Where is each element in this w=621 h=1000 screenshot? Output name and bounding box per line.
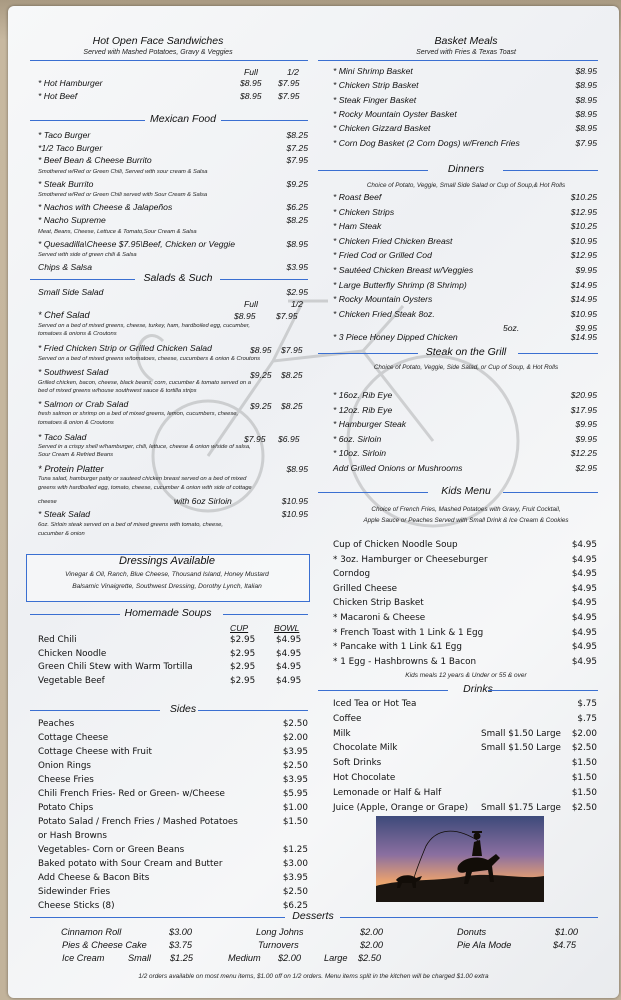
dessert-item: Donuts [457,927,487,937]
divider [223,614,308,615]
salad-note: bed of mixed greens w/house southwest sauce & tortilla strips [38,388,197,394]
item-price-full: $8.95 [240,78,262,88]
grill-item: * 10oz. Sirloin [333,448,387,459]
item-price: $7.25 [286,142,308,153]
kids-item: * 3oz. Hamburger or Cheeseburger [333,554,488,565]
salad-price: $9.25 [250,370,272,380]
side-item: Cheese Sticks (8) [38,901,115,911]
dessert-size: Large [324,953,348,963]
item-note: Served with side of green chili & Salsa [38,252,137,259]
kids-item-price: $4.95 [571,598,597,609]
side-item: Cottage Cheese with Fruit [38,747,152,757]
dessert-price: $2.50 [358,953,381,963]
salad-price: $10.95 [281,509,308,519]
dinner-item-price: $14.95 [570,279,597,290]
dinner-item: * Chicken Fried Chicken Breast [333,235,453,246]
menu-item: * Taco Burger [38,130,91,140]
side-price: $3.95 [282,873,308,883]
divider [488,690,598,691]
col-half: 1/2 [291,299,303,309]
basket-item-price: $8.95 [575,123,597,134]
grill-item-price: $20.95 [570,390,597,400]
salad-price: $10.95 [281,496,308,506]
side-item: or Hash Browns [38,831,107,841]
divider [318,353,418,354]
side-price: $3.95 [282,775,308,785]
menu-item: * Nacho Supreme [38,215,106,225]
side-item: Peaches [38,719,75,729]
divider [198,710,308,711]
basket-item: * Corn Dog Basket (2 Corn Dogs) w/French Fries [333,137,520,148]
dressings-title: Dressings Available [119,555,215,567]
kids-item-price: $4.95 [571,656,597,667]
menu-item: * Nachos with Cheese & Jalapeños [38,202,173,213]
menu-item: * Quesadilla\Cheese $7.95\Beef, Chicken or Veggie [38,238,235,249]
kids-age-note: Kids meals 12 years & Under or 55 & over [405,672,527,679]
dessert-item: Cinnamon Roll [61,927,122,937]
dessert-item: Pies & Cheese Cake [62,940,147,950]
grill-subtitle: Choice of Potato, Veggie, Side Salad, or Cup of Soup, & Hot Rolls [373,364,559,371]
kids-item-price: $4.95 [571,627,597,638]
kids-item: * French Toast with 1 Link & 1 Egg [333,627,484,638]
dinner-item-price: $9.95 [575,265,597,275]
salad-item: * Chef Salad [38,310,90,320]
kids-item-price: $4.95 [571,583,597,594]
kids-subtitle: Choice of French Fries, Mashed Potatoes with Gravy, Fruit Cocktail, [371,506,561,513]
dinner-item-price: $10.25 [570,221,597,232]
drink-price: $2.50 [571,802,597,813]
item-price: $6.25 [286,202,308,213]
salad-note: Grilled chicken, bacon, cheese, black beans, corn, cucumber & tomato served on a [38,380,251,386]
dinners-subtitle: Choice of Potato, Veggie, Small Side Salad or Cup of Soup,& Hot Rolls [366,182,566,189]
drink-price: $.75 [577,713,597,724]
soup-cup-price: $2.95 [230,635,256,645]
grill-item-price: $9.95 [575,433,597,444]
hot-open-title: Hot Open Face Sandwiches [92,35,224,47]
grill-item: * 12oz. Rib Eye [333,404,393,415]
soup-item: Red Chili [38,635,77,645]
soups-title: Homemade Soups [124,607,212,619]
grill-item-price: $2.95 [575,463,597,473]
item-price: $7.95 [286,155,308,166]
salad-item: with 6oz Sirloin [174,496,232,506]
dinner-item: * Chicken Fried Steak 8oz. [333,308,435,319]
basket-item: * Rocky Mountain Oyster Basket [333,108,457,119]
side-price: $6.25 [282,901,308,911]
dessert-price: $1.25 [170,953,193,963]
soup-item: Chicken Noodle [38,648,107,659]
soup-bowl-price: $4.95 [276,635,302,645]
dinner-item-price: $10.95 [570,235,597,246]
dinner-item-price: $14.95 [570,294,597,305]
col-full: Full [244,67,258,77]
drink-price: $2.50 [571,743,597,754]
divider [221,120,308,121]
side-price: $2.50 [282,719,308,729]
kids-item: * Macaroni & Cheese [333,613,426,623]
salad-note: greens with hardboiled egg, tomato, cheese, cucumber & onion with side of cottage [38,485,252,491]
menu-item: * Steak Burrito [38,178,94,189]
hot-open-subtitle: Served with Mashed Potatoes, Gravy & Veggies [83,49,233,56]
salad-item: * Steak Salad [38,509,91,519]
divider [220,279,308,280]
drink-item: Juice (Apple, Orange or Grape) [333,802,469,813]
salad-price: $8.95 [234,311,256,321]
soup-bowl-price: $4.95 [276,648,302,659]
side-item: Cottage Cheese [38,733,109,743]
drink-item: Soft Drinks [333,758,382,769]
item-note: Smothered w/Red or Green Chili, Served with sour cream & Salsa [38,168,208,175]
salad-note: tomatoes & onion & Croutons [38,420,114,426]
salad-item: * Salmon or Crab Salad [38,399,129,409]
grill-item-price: $9.95 [575,419,597,430]
divider [340,917,598,918]
salad-note: Served on a bed of mixed greens w/tomatoes, cheese, cucumbers & onion & Croutons [38,356,261,362]
salad-item: * Protein Platter [38,463,104,474]
dinner-item-price: $14.95 [570,332,597,342]
basket-item: * Chicken Gizzard Basket [333,123,431,134]
item-price: $8.25 [286,130,308,140]
kids-item-price: $4.95 [571,554,597,565]
salad-price: $7.95 [276,311,298,321]
dessert-price: $2.00 [360,927,383,937]
dessert-item: Turnovers [258,940,299,950]
kids-item: * Pancake with 1 Link &1 Egg [333,642,462,653]
col-half: 1/2 [287,67,299,77]
salad-item: * Southwest Salad [38,367,109,377]
salads-title: Salads & Such [143,272,213,284]
item-price-full: $8.95 [240,91,262,101]
divider [318,690,448,691]
drink-price: $1.50 [571,787,597,798]
side-item: Potato Chips [38,803,94,813]
cowboy-roping-illustration [376,816,544,902]
divider [503,170,598,171]
salad-price: $8.25 [281,370,303,380]
item-price-half: $7.95 [278,78,300,88]
dinner-item: * Rocky Mountain Oysters [333,294,433,305]
drink-item: Milk [333,728,351,739]
salad-price: $7.95 [281,345,303,355]
side-item: Add Cheese & Bacon Bits [38,873,150,883]
side-item: Vegetables- Corn or Green Beans [38,845,185,855]
drink-size-price: Small $1.75 Large [481,802,561,813]
dinner-item-price: $10.95 [570,308,597,319]
footer-note: 1/2 orders available on most menu items, $1.00 off on 1/2 orders. Menu items split in the kitchen will be charged $1.00 extra [138,973,489,980]
side-price: $3.95 [282,747,308,757]
basket-item: * Mini Shrimp Basket [333,66,413,76]
dessert-item: Long Johns [256,927,304,937]
side-price: $1.25 [282,845,308,855]
drink-price: $1.50 [571,773,597,783]
item-price: $8.25 [286,215,308,225]
menu-item: * Hot Hamburger [38,78,103,88]
menu-item: *1/2 Taco Burger [38,142,103,153]
side-item: Onion Rings [38,761,91,771]
kids-item: * 1 Egg - Hashbrowns & 1 Bacon [333,656,477,667]
soup-item: Vegetable Beef [38,675,105,686]
divider [30,60,308,61]
basket-item-price: $8.95 [575,94,597,105]
dinner-item: 5oz. [503,323,520,334]
side-price: $2.50 [282,761,308,771]
drink-item: Iced Tea or Hot Tea [333,699,417,709]
dressings-line: Vinegar & Oil, Ranch, Blue Cheese, Thousand Island, Honey Mustard [65,571,269,578]
drink-size-price: Small $1.50 Large [481,743,561,754]
kids-item: Cup of Chicken Noodle Soup [333,540,458,550]
item-note: Smothered w/Red or Green Chili served with Sour Cream & Salsa [38,192,208,199]
side-price: $2.00 [282,733,308,743]
menu-item: Chips & Salsa [38,262,92,273]
grill-item-price: $12.25 [570,448,597,459]
salad-item: * Taco Salad [38,432,87,442]
salad-note: 6oz. Sirloin steak served on a bed of mixed greens with tomato, cheese, [38,522,223,528]
divider [318,170,428,171]
dinners-title: Dinners [447,163,485,175]
basket-item-price: $8.95 [575,66,597,76]
sides-title: Sides [169,703,197,715]
salad-note: tomatoes & onions & Croutons [38,331,117,337]
col-cup: CUP [230,623,249,633]
kids-subtitle: Apple Sauce or Peaches Served with Small Drink & Ice Cream & Cookies [363,517,569,524]
divider [30,279,135,280]
mexican-title: Mexican Food [150,113,216,125]
kids-item-price: $4.95 [571,569,597,580]
soup-cup-price: $2.95 [230,675,256,686]
divider [318,60,598,61]
basket-title: Basket Meals [434,35,498,47]
basket-item-price: $8.95 [575,108,597,119]
salad-note: Served in a crispy shell w/hamburger, chili, lettuce, cheese & onion w/side of salsa, [38,444,251,450]
drink-item: Lemonade or Half & Half [333,787,442,798]
salad-price: $8.95 [286,464,308,474]
kids-title: Kids Menu [441,485,491,497]
soup-cup-price: $2.95 [230,648,256,659]
kids-item: Corndog [333,569,371,580]
salad-price: $9.25 [250,401,272,411]
col-bowl: BOWL [274,623,300,633]
dessert-item: Pie Ala Mode [457,940,512,950]
dinner-item: * Large Butterfly Shrimp (8 Shrimp) [333,279,467,290]
item-price-half: $7.95 [278,91,300,101]
grill-item: * 16oz. Rib Eye [333,390,393,400]
salad-price: $2.95 [286,287,308,297]
drink-price: $.75 [577,699,597,709]
basket-item: * Chicken Strip Basket [333,80,419,91]
drinks-title: Drinks [463,683,493,695]
grill-title: Steak on the Grill [425,346,507,358]
side-item: Cheese Fries [38,775,94,785]
item-price: $3.95 [286,262,308,273]
salad-item: Small Side Salad [38,287,104,297]
left-column [8,6,308,998]
menu-item: * Beef Bean & Cheese Burrito [38,155,152,166]
salad-note: cheese [38,499,57,505]
grill-item: * Hamburger Steak [333,419,407,430]
dinner-item: * Fried Cod or Grilled Cod [333,250,432,261]
side-price: $1.00 [282,803,308,813]
dinner-item: * Roast Beef [333,192,382,202]
desserts-title: Desserts [292,910,334,922]
dinner-item-price: $12.95 [570,250,597,261]
menu-item: * Hot Beef [38,91,78,101]
dessert-size: Small [128,953,151,963]
soup-bowl-price: $4.95 [276,662,302,673]
basket-item-price: $8.95 [575,80,597,91]
divider [30,614,120,615]
drink-size-price: Small $1.50 Large [481,728,561,739]
side-price: $5.95 [282,789,308,799]
salad-note: Sour Cream & Refried Beans [38,452,114,458]
drink-item: Chocolate Milk [333,743,398,754]
side-price: $2.50 [282,887,308,897]
kids-item: Chicken Strip Basket [333,598,424,609]
grill-item-price: $17.95 [570,404,597,415]
dessert-price: $2.00 [278,953,301,963]
basket-subtitle: Served with Fries & Texas Toast [416,49,516,56]
menu-sheet [8,6,619,998]
side-item: Baked potato with Sour Cream and Butter [38,859,223,869]
drink-item: Coffee [333,713,362,724]
col-full: Full [244,299,258,309]
dessert-price: $4.75 [553,940,576,950]
dessert-price: $3.00 [169,927,192,937]
divider [503,492,598,493]
salad-price: $6.95 [278,434,300,444]
divider [30,120,145,121]
side-item: Chili French Fries- Red or Green- w/Cheese [38,789,225,799]
grill-item: Add Grilled Onions or Mushrooms [333,463,463,473]
dessert-item: Ice Cream [62,953,105,963]
soup-item: Green Chili Stew with Warm Tortilla [38,662,193,673]
salad-item: * Fried Chicken Strip or Grilled Chicken Salad [38,343,212,353]
divider [518,353,598,354]
basket-item-price: $7.95 [575,137,597,148]
dinner-item-price: $12.95 [570,206,597,217]
dinner-item-price: $10.25 [570,192,597,202]
soup-bowl-price: $4.95 [276,675,302,686]
salad-note: Served on a bed of mixed greens, cheese, turkey, ham, hardboiled egg, cucumber, [38,323,250,329]
drink-item: Hot Chocolate [333,773,396,783]
dessert-price: $2.00 [360,940,383,950]
divider [30,917,285,918]
grill-item: * 6oz. Sirloin [333,433,382,444]
side-price: $1.50 [282,817,308,827]
dinner-item: * Sautéed Chicken Breast w/Veggies [333,265,474,275]
drink-price: $1.50 [571,758,597,769]
dinner-item: * Chicken Strips [333,206,395,217]
salad-note: Tuna salad, hamburger patty or sauteed chicken breast served on a bed of mixed [38,476,247,482]
salad-price: $8.95 [250,345,272,355]
kids-item: Grilled Cheese [333,583,398,594]
dessert-price: $1.00 [555,927,578,937]
item-price: $8.95 [286,238,308,249]
dinner-item-price: $9.95 [575,323,597,334]
divider [318,492,428,493]
dessert-size: Medium [228,953,261,963]
kids-item-price: $4.95 [571,613,597,623]
side-item: Sidewinder Fries [38,887,111,897]
dinner-item: * Ham Steak [333,221,382,232]
salad-note: fresh salmon or shrimp on a bed of mixed greens, lemon, cucumbers, cheese, [38,411,239,417]
dessert-price: $3.75 [169,940,192,950]
kids-item-price: $4.95 [571,540,597,550]
salad-note: cucumber & onion [38,531,85,537]
basket-item: * Steak Finger Basket [333,94,417,105]
side-item: Potato Salad / French Fries / Mashed Potatoes [38,817,238,827]
divider [30,710,160,711]
salad-price: $7.95 [244,434,266,444]
kids-item-price: $4.95 [571,642,597,653]
soup-cup-price: $2.95 [230,662,256,673]
drink-price: $2.00 [571,728,597,739]
salad-price: $8.25 [281,401,303,411]
dressings-line: Balsamic Vinaigrette, Southwest Dressing, Dorothy Lynch, Italian [72,583,262,590]
dinner-item: * 3 Piece Honey Dipped Chicken [333,332,458,342]
side-price: $3.00 [282,859,308,869]
item-price: $9.25 [286,178,308,189]
item-note: Meat, Beans, Cheese, Lettuce & Tomato,Sour Cream & Salsa [38,228,197,235]
